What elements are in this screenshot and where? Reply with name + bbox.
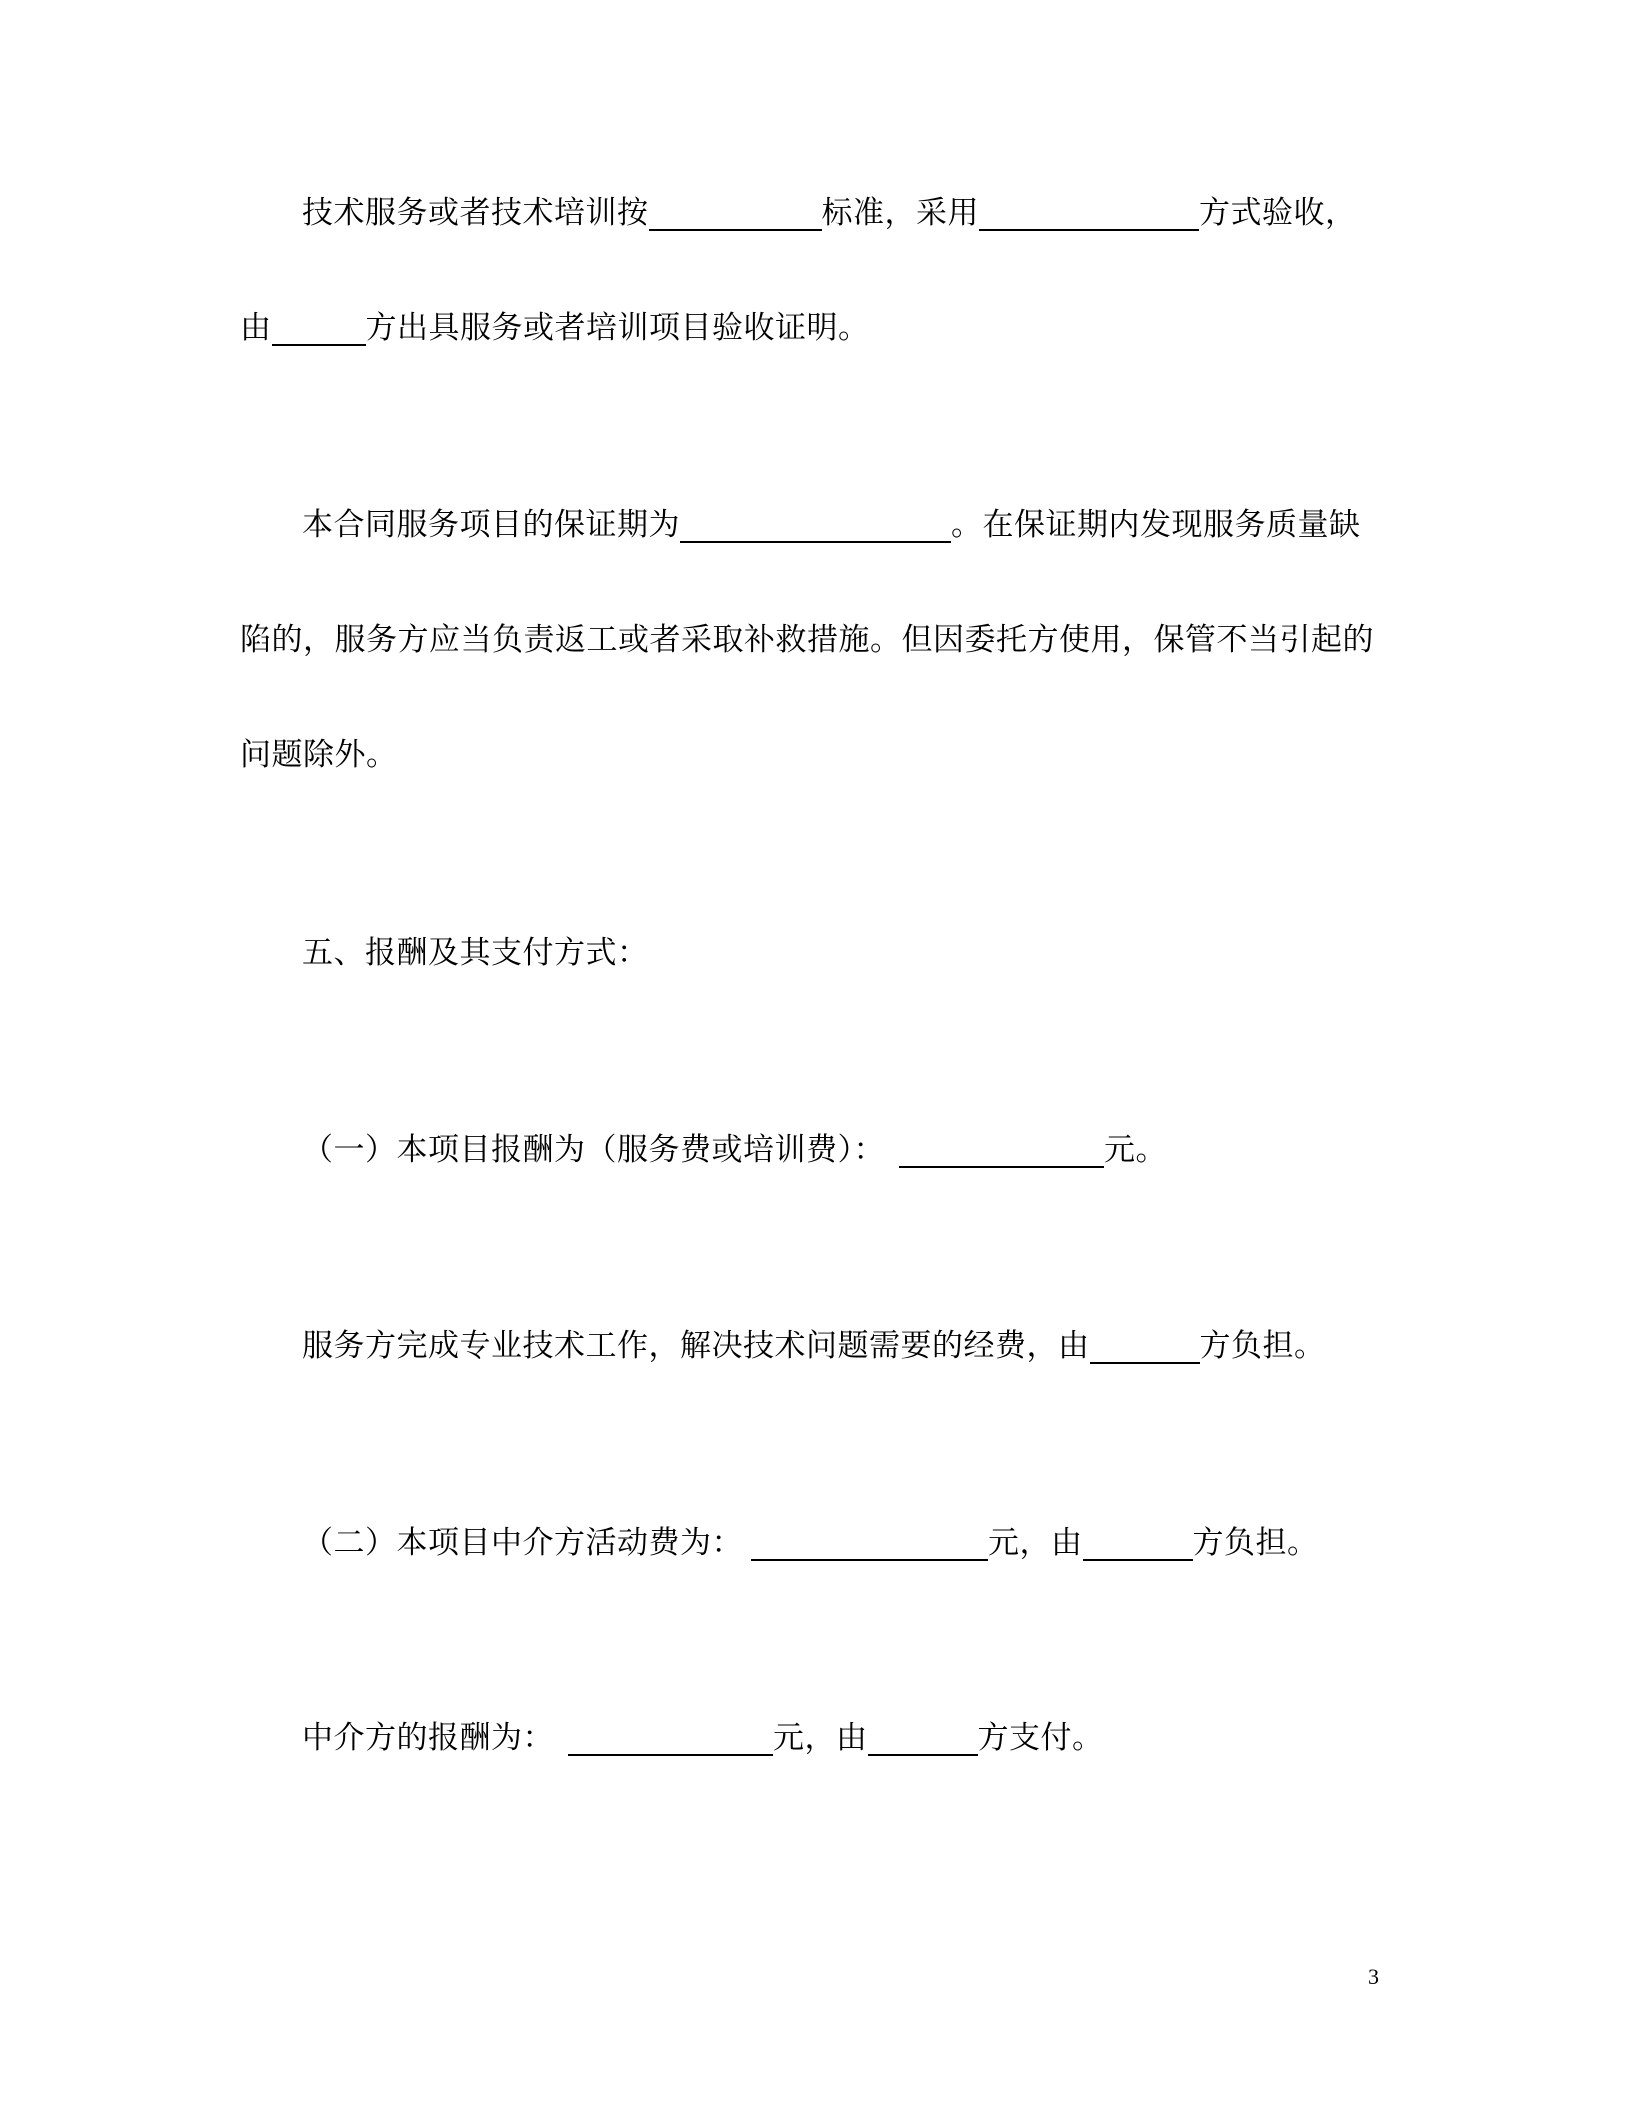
text-segment: 方支付。 [977,1720,1104,1756]
warranty-line-1 [302,505,1361,545]
acceptance-line-2 [240,308,870,348]
text-segment: 方出具服务或者培训项目验收证明。 [365,310,870,346]
text-segment: 技术服务或者技术培训按 [302,195,649,231]
blank-intermediary-remuneration [568,1720,773,1756]
page-number: 3 [1368,1964,1379,1989]
remuneration-item-2-note [302,1718,1104,1758]
text-segment: 中介方的报酬为： [302,1720,554,1756]
text-segment: 方负担。 [1199,1328,1326,1364]
blank-acceptance-method [979,195,1199,231]
warranty-line-2: 陷的，服务方应当负责返工或者采取补救措施。但因委托方使用，保管不当引起的 [240,622,1374,658]
blank-issuing-party [272,310,366,346]
text-segment: 由 [240,310,272,346]
remuneration-item-1 [302,1130,1167,1170]
text-segment: 方式验收， [1199,195,1357,231]
remuneration-item-1-note [302,1326,1326,1366]
blank-fee-bearer [1083,1525,1193,1561]
text-segment: 方负担。 [1192,1525,1319,1561]
text-segment: 元，由 [988,1525,1083,1561]
text-segment: 标准，采用 [821,195,979,231]
blank-intermediary-fee [751,1525,988,1561]
text-segment: 本合同服务项目的保证期为 [302,507,680,543]
blank-remuneration-amount [899,1132,1104,1168]
warranty-line-3: 问题除外。 [240,737,398,773]
blank-standard [649,195,822,231]
blank-expense-party [1090,1328,1200,1364]
text-segment: 元。 [1104,1132,1167,1168]
acceptance-line-1 [302,193,1357,233]
text-segment: 。在保证期内发现服务质量缺 [951,507,1361,543]
blank-warranty-period [680,507,951,543]
text-segment: （二）本项目中介方活动费为： [302,1525,743,1561]
text-segment: （一）本项目报酬为（服务费或培训费）： [302,1132,885,1168]
remuneration-item-2 [302,1523,1319,1563]
text-segment: 服务方完成专业技术工作，解决技术问题需要的经费，由 [302,1328,1090,1364]
section-heading: 五、报酬及其支付方式： [302,935,649,971]
blank-payer [868,1720,978,1756]
text-segment: 元，由 [773,1720,868,1756]
